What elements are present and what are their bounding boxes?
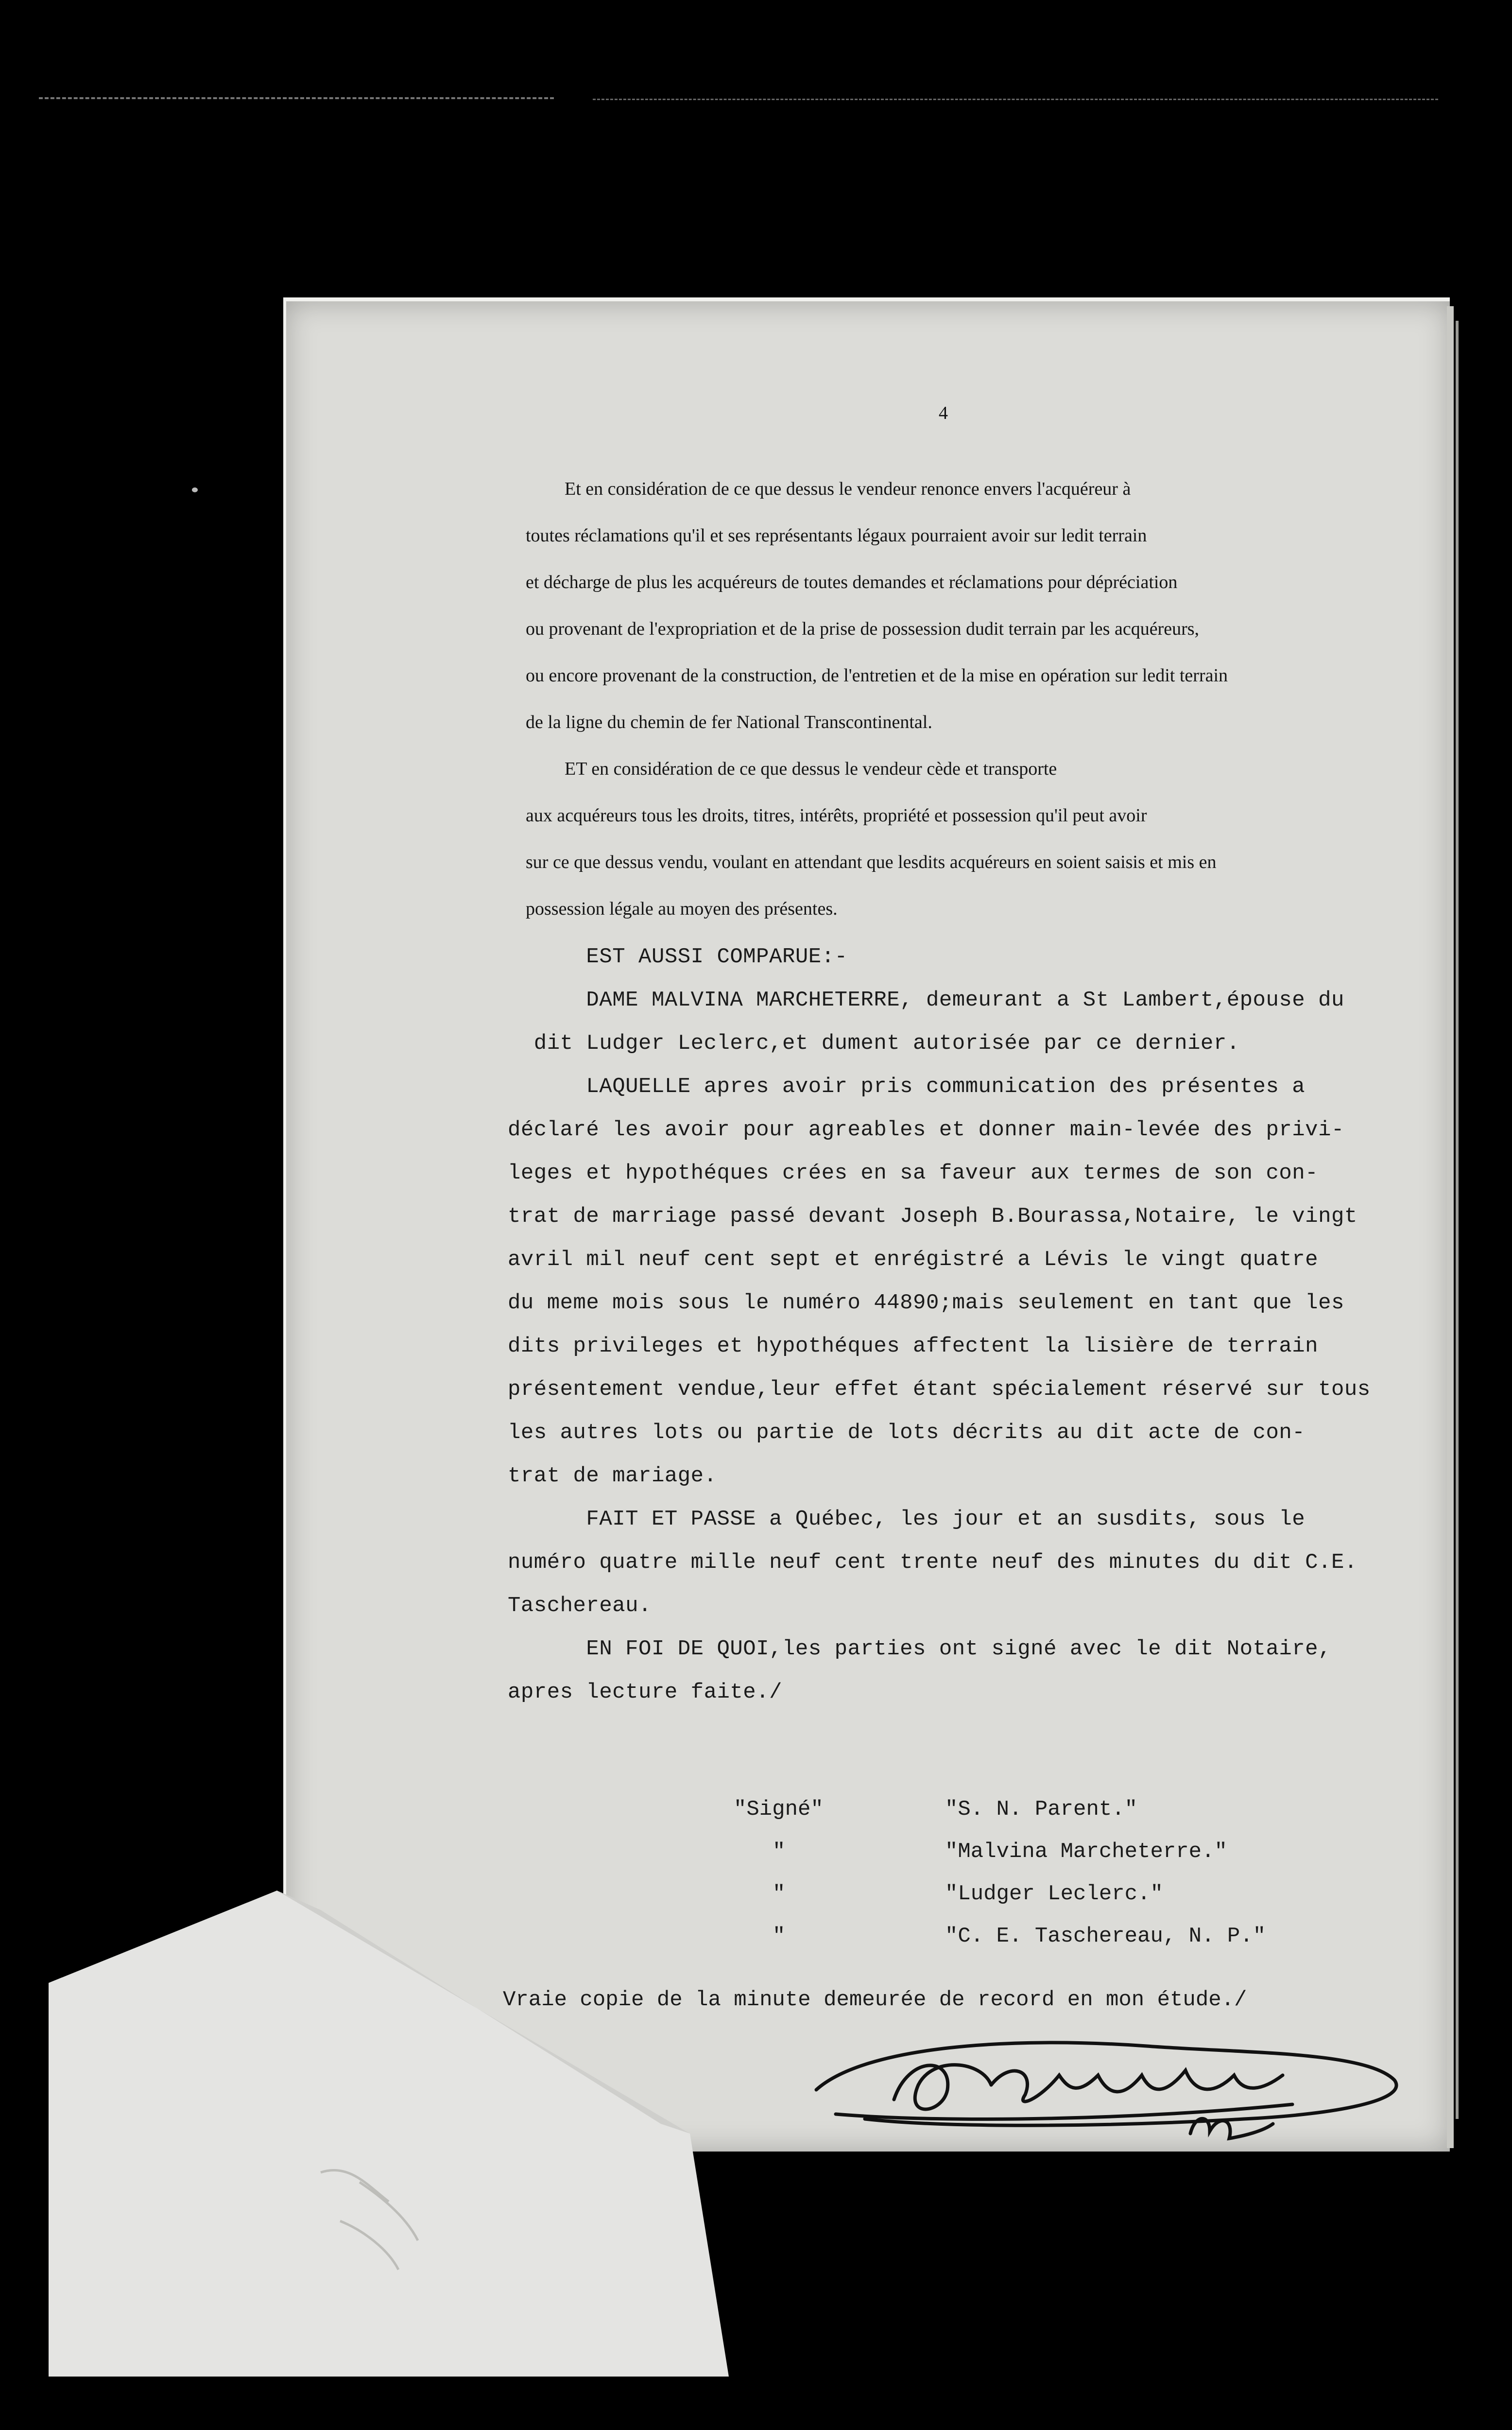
typed-line: présentement vendue,leur effet étant spécialement réservé sur tous: [508, 1377, 1371, 1402]
typed-line: déclaré les avoir pour agreables et donner main-levée des privi-: [508, 1118, 1344, 1142]
certification-line: Vraie copie de la minute demeurée de record en mon étude./: [503, 1988, 1247, 2012]
printed-line: possession légale au moyen des présentes.: [526, 899, 838, 919]
typed-line: FAIT ET PASSE a Québec, les jour et an susdits, sous le: [508, 1507, 1306, 1531]
typed-line: numéro quatre mille neuf cent trente neuf des minutes du dit C.E.: [508, 1550, 1357, 1575]
speck: [192, 487, 198, 492]
typed-body: [508, 936, 1441, 1714]
typed-line: DAME MALVINA MARCHETERRE, demeurant a St Lambert,épouse du: [508, 988, 1344, 1012]
typed-line: les autres lots ou partie de lots décrits au dit acte de con-: [508, 1421, 1306, 1445]
typed-line: trat de marriage passé devant Joseph B.Bourassa,Notaire, le vingt: [508, 1204, 1357, 1229]
printed-paragraphs: [526, 466, 1357, 932]
signature-mark: ": [773, 1924, 786, 1948]
typed-line: Taschereau.: [508, 1594, 652, 1618]
typed-line: dit Ludger Leclerc,et dument autorisée par ce dernier.: [508, 1031, 1240, 1056]
typed-line: apres lecture faite./: [508, 1680, 782, 1704]
printed-line: Et en considération de ce que dessus le vendeur renonce envers l'acquéreur à: [565, 479, 1131, 499]
typed-line: EN FOI DE QUOI,les parties ont signé avec le dit Notaire,: [508, 1637, 1331, 1661]
page-edge-shadow: [1456, 321, 1459, 2119]
folded-paper-corner: [49, 1891, 729, 2381]
typed-line: EST AUSSI COMPARUE:-: [508, 945, 848, 969]
typed-line: leges et hypothéques crées en sa faveur aux termes de son con-: [508, 1161, 1319, 1185]
printed-line: ET en considération de ce que dessus le vendeur cède et transporte: [565, 759, 1057, 779]
signatory-name: "Malvina Marcheterre.": [945, 1840, 1227, 1864]
printed-line: aux acquéreurs tous les droits, titres, intérêts, propriété et possession qu'il peut avoir: [526, 805, 1147, 826]
typed-line: LAQUELLE apres avoir pris communication des présentes a: [508, 1075, 1306, 1099]
printed-line: de la ligne du chemin de fer National Transcontinental.: [526, 712, 932, 732]
printed-line: sur ce que dessus vendu, voulant en attendant que lesdits acquéreurs en soient saisis et mis en: [526, 852, 1217, 872]
signature-mark: "Signé": [734, 1797, 824, 1822]
top-dash-line-right: [593, 99, 1438, 100]
printed-line: et décharge de plus les acquéreurs de toutes demandes et réclamations pour dépréciation: [526, 572, 1178, 592]
printed-line: ou provenant de l'expropriation et de la prise de possession dudit terrain par les acquéreurs,: [526, 619, 1200, 639]
notary-signature: [807, 2027, 1419, 2153]
page-number: 4: [939, 403, 948, 423]
top-dash-line: [39, 97, 554, 99]
page-edge: [1447, 306, 1454, 2148]
typed-line: du meme mois sous le numéro 44890;mais seulement en tant que les: [508, 1291, 1344, 1315]
signature-mark: ": [773, 1882, 786, 1906]
signatory-name: "Ludger Leclerc.": [945, 1882, 1163, 1906]
signatory-name: "S. N. Parent.": [945, 1797, 1138, 1822]
printed-line: ou encore provenant de la construction, de l'entretien et de la mise en opération sur ledit terrain: [526, 665, 1228, 686]
signature-mark: ": [773, 1840, 786, 1864]
printed-line: toutes réclamations qu'il et ses représentants légaux pourraient avoir sur ledit terrain: [526, 525, 1147, 546]
typed-line: dits privileges et hypothéques affectent la lisière de terrain: [508, 1334, 1319, 1358]
signatory-name: "C. E. Taschereau, N. P.": [945, 1924, 1266, 1948]
typed-line: avril mil neuf cent sept et enrégistré a Lévis le vingt quatre: [508, 1248, 1319, 1272]
typed-line: trat de mariage.: [508, 1464, 717, 1488]
